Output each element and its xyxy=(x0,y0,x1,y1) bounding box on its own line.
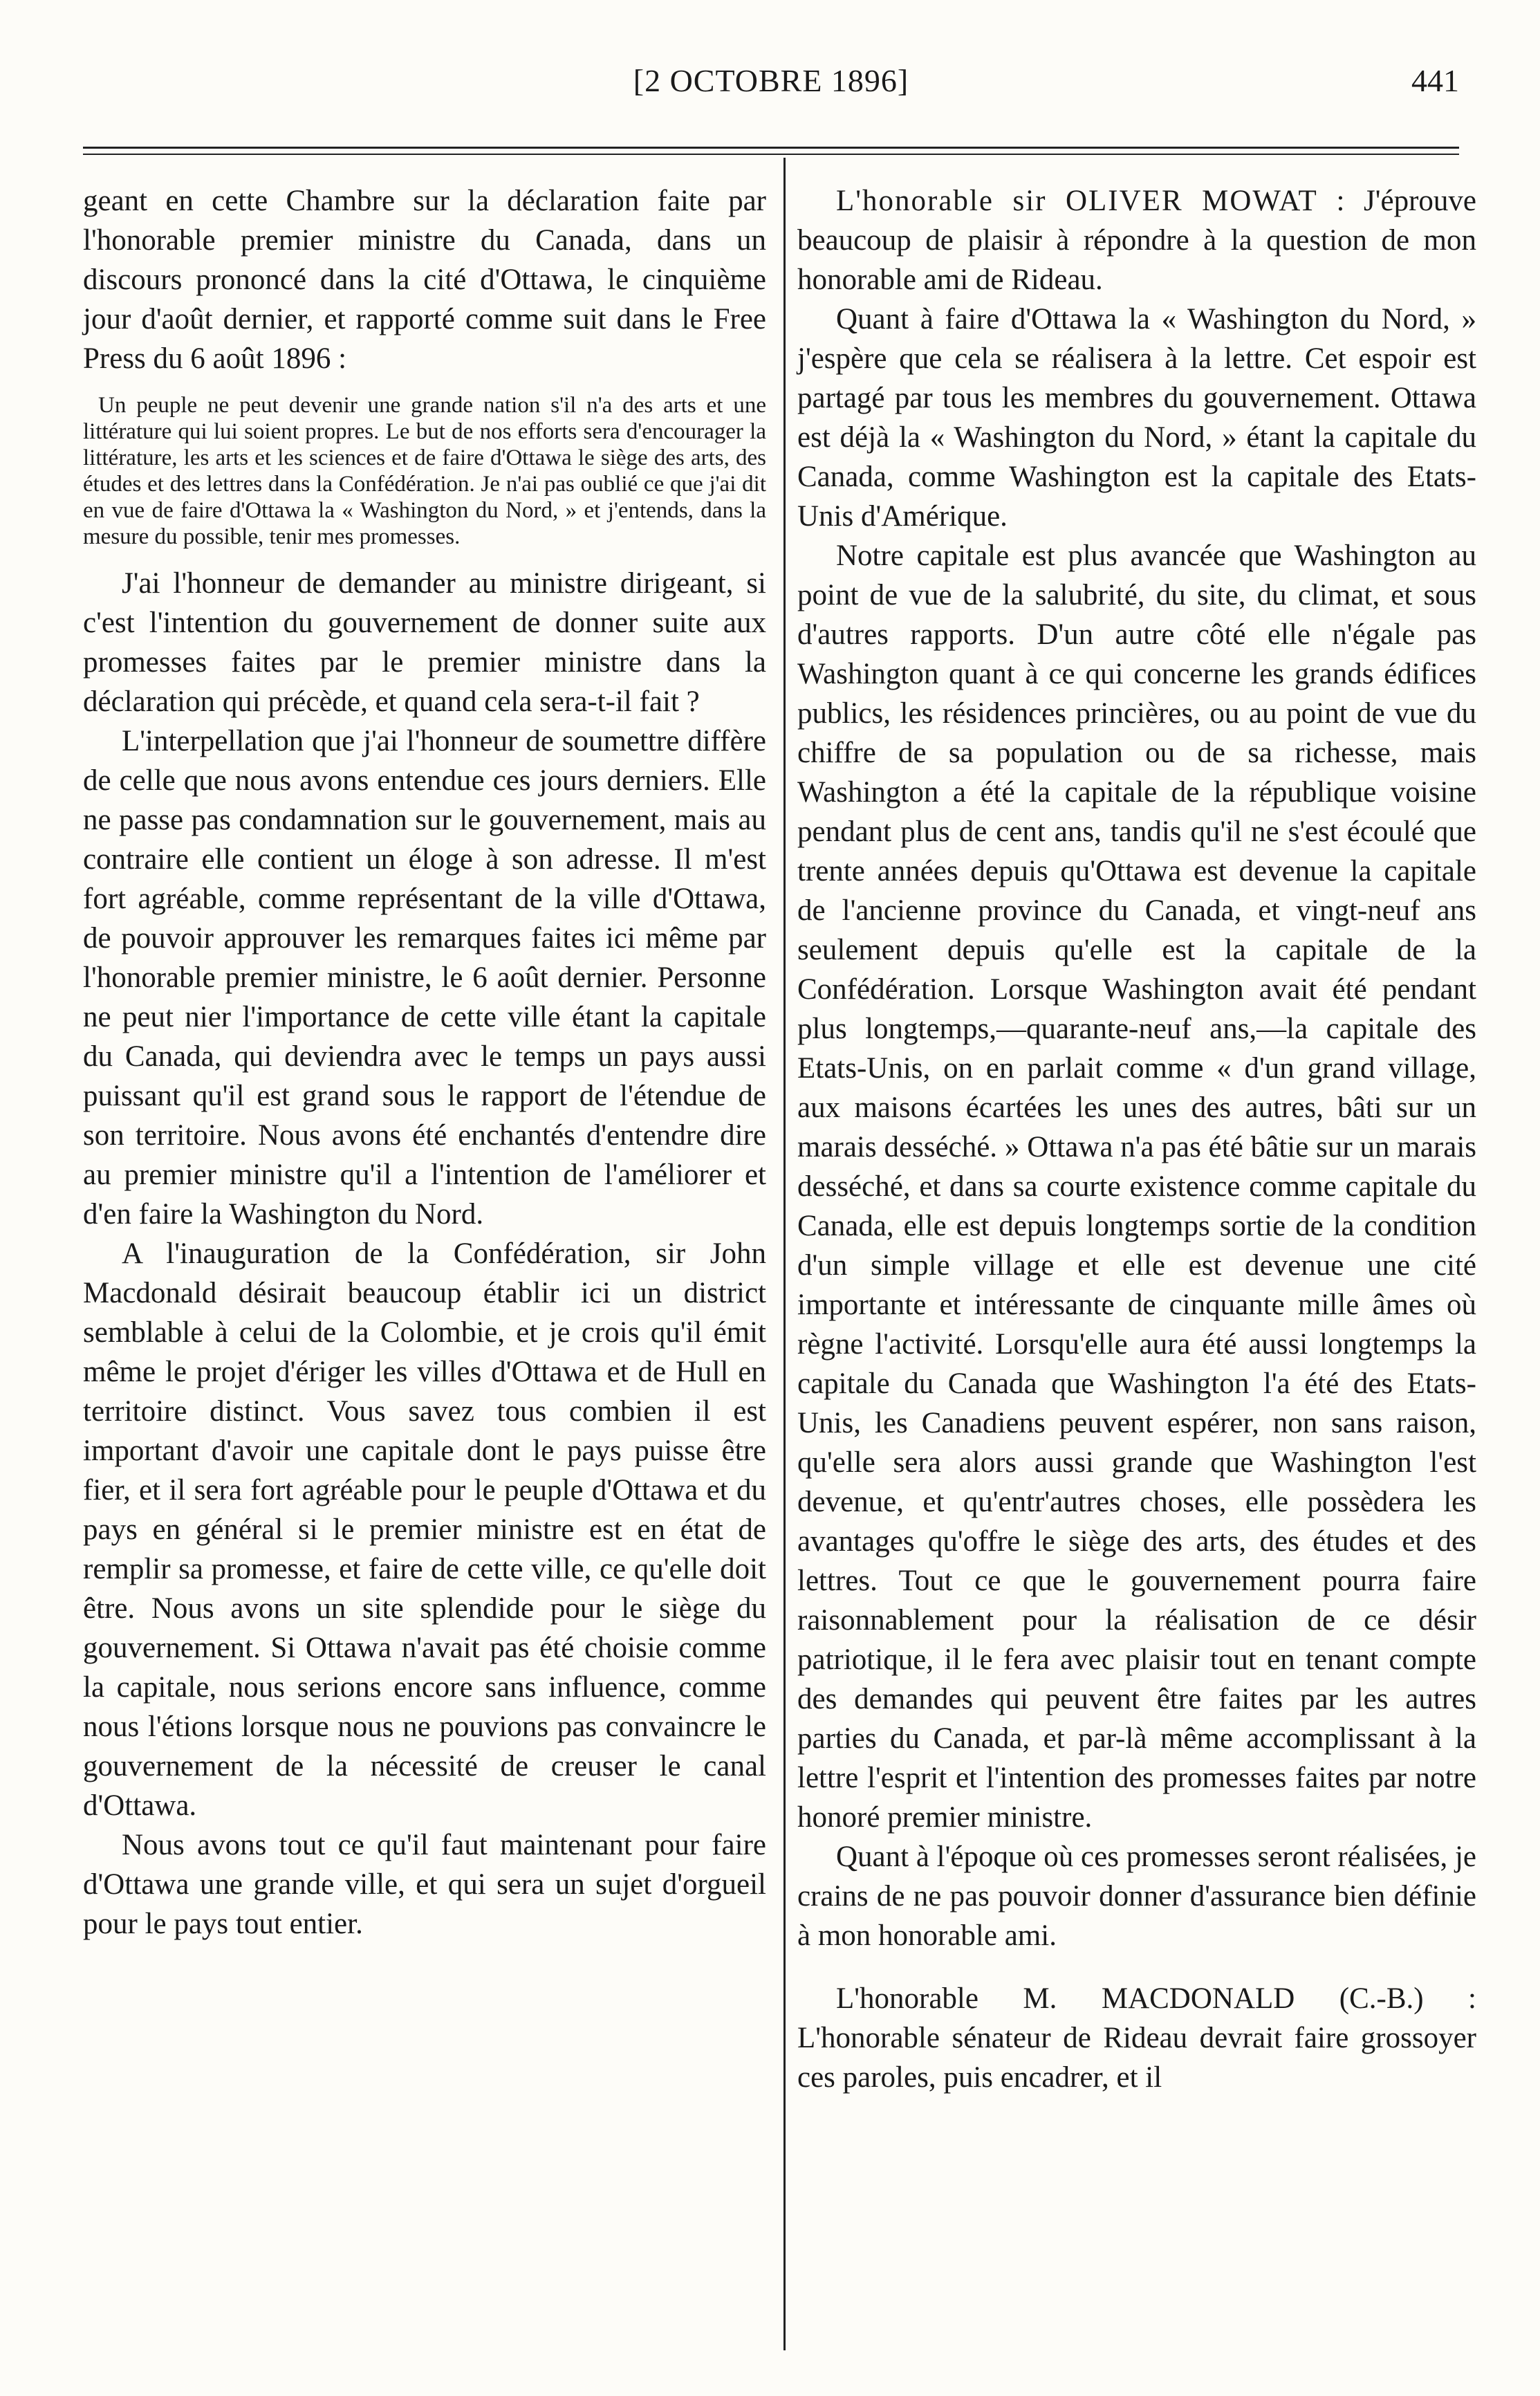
page-number: 441 xyxy=(1411,63,1459,98)
header-rule-top xyxy=(83,147,1459,149)
speaker-name: L'honorable sir OLIVER MOWAT : xyxy=(836,185,1346,217)
header-rule-bottom xyxy=(83,154,1459,155)
column-divider xyxy=(783,158,786,2350)
speech-opening xyxy=(797,181,1476,300)
paragraph: geant en cette Chambre sur la déclaration faite par l'honorable premier ministre du Canada, dans un discours prononcé dans la cité d'Ottawa, le cinquième jour d'août dernier, et rapporté comme suit dans le Free Press du 6 août 1896 : xyxy=(83,185,766,375)
speaker-name: L'honorable M. MACDONALD (C.-B.) : xyxy=(836,1982,1476,2015)
paragraph: Quant à l'époque où ces promesses seront réalisées, je crains de ne pas pouvoir donner d'assurance bien définie à mon honorable ami. xyxy=(797,1841,1476,1952)
right-column xyxy=(797,181,1476,2097)
speech-text: L'honorable sénateur de Rideau devrait faire grossoyer ces paroles, puis encadrer, et il xyxy=(797,2022,1476,2094)
paragraph: L'interpellation que j'ai l'honneur de soumettre diffère de celle que nous avons entendue ces jours derniers. Elle ne passe pas condamnation sur le gouvernement, mais au contraire elle contient un éloge à son adresse. Il m'est fort agréable, comme représentant de la ville d'Ottawa, de pouvoir approuver les remarques faites ici même par l'honorable premier ministre, le 6 août dernier. Personne ne peut nier l'importance de cette ville étant la capitale du Canada, qui deviendra avec le temps un pays aussi puissant qu'il est grand sous le rapport de l'étendue de son territoire. Nous avons été enchantés d'entendre dire au premier ministre qu'il a l'intention de l'améliorer et d'en faire la Washington du Nord. xyxy=(83,725,766,1231)
speech-opening xyxy=(797,1979,1476,2097)
speech-text: J'éprouve beaucoup de plaisir à répondre à la question de mon honorable ami de Rideau. xyxy=(797,185,1477,296)
paragraph: J'ai l'honneur de demander au ministre dirigeant, si c'est l'intention du gouvernement de donner suite aux promesses faites par le premier ministre dans la déclaration qui précède, et quand cela sera-t-il fait ? xyxy=(83,567,766,718)
left-column xyxy=(83,181,766,1944)
block-quote: Un peuple ne peut devenir une grande nation s'il n'a des arts et une littérature qui lui soient propres. Le but de nos efforts sera d'encourager la littérature, les arts et les sciences et de faire d'Ottawa le siège des arts, des études et des lettres dans la Confédération. Je n'ai pas oublié ce que j'ai dit en vue de faire d'Ottawa la « Washington du Nord, » et j'entends, dans la mesure du possible, tenir mes promesses. xyxy=(83,393,766,549)
paragraph: A l'inauguration de la Confédération, sir John Macdonald désirait beaucoup établir ici un district semblable à celui de la Colombie, et je crois qu'il émit même le projet d'ériger les villes d'Ottawa et de Hull en territoire distinct. Vous savez tous combien il est important d'avoir une capitale dont le pays puisse être fier, et il sera fort agréable pour le peuple d'Ottawa et du pays en général si le premier ministre est en état de remplir sa promesse, et faire de cette ville, ce qu'elle doit être. Nous avons un site splendide pour le siège du gouvernement. Si Ottawa n'avait pas été choisie comme la capitale, nous serions encore sans influence, comme nous l'étions lorsque nous ne pouvions pas convaincre le gouvernement de la nécessité de creuser le canal d'Ottawa. xyxy=(83,1237,766,1822)
header-date: [2 OCTOBRE 1896] xyxy=(633,63,909,98)
paragraph: Notre capitale est plus avancée que Washington au point de vue de la salubrité, du site, du climat, et sous d'autres rapports. D'un autre côté elle n'égale pas Washington quant à ce qui concerne les grands édifices publics, les résidences princières, ou au point de vue du chiffre de sa population ou de sa richesse, mais Washington a été la capitale de la république voisine pendant plus de cent ans, tandis qu'il ne s'est écoulé que trente années depuis qu'Ottawa est devenue la capitale de l'ancienne province du Canada, et vingt-neuf ans seulement depuis qu'elle est la capitale de la Confédération. Lorsque Washington avait été pendant plus longtemps,—quarante-neuf ans,—la capitale des Etats-Unis, on en parlait comme « d'un grand village, aux maisons écartées les unes des autres, bâti sur un marais desséché. » Ottawa n'a pas été bâtie sur un marais desséché, et dans sa courte existence comme capitale du Canada, elle est depuis longtemps sortie de la condition d'un simple village et elle est devenue une cité importante et intéressante de cinquante mille âmes où règne l'activité. Lorsqu'elle aura été aussi longtemps la capitale du Canada que Washington l'a été des Etats-Unis, les Canadiens peuvent espérer, non sans raison, qu'elle sera alors aussi grande que Washington l'est devenue, et qu'entr'autres choses, elle possèdera les avantages qu'offre le siège des arts, des études et des lettres. Tout ce que le gouvernement pourra faire raisonnablement pour la réalisation de ce désir patriotique, il le fera avec plaisir tout en tenant compte des demandes qui peuvent être faites par les autres parties du Canada, et par-là même accomplissant à la lettre l'esprit et l'intention des promesses faites par notre honoré premier ministre. xyxy=(797,540,1476,1834)
paragraph: Nous avons tout ce qu'il faut maintenant pour faire d'Ottawa une grande ville, et qui sera un sujet d'orgueil pour le pays tout entier. xyxy=(83,1829,766,1940)
page-header xyxy=(83,62,1459,118)
paragraph: Quant à faire d'Ottawa la « Washington du Nord, » j'espère que cela se réalisera à la lettre. Cet espoir est partagé par tous les membres du gouvernement. Ottawa est déjà la « Washington du Nord, » étant la capitale du Canada, comme Washington est la capitale des Etats-Unis d'Amérique. xyxy=(797,303,1476,533)
